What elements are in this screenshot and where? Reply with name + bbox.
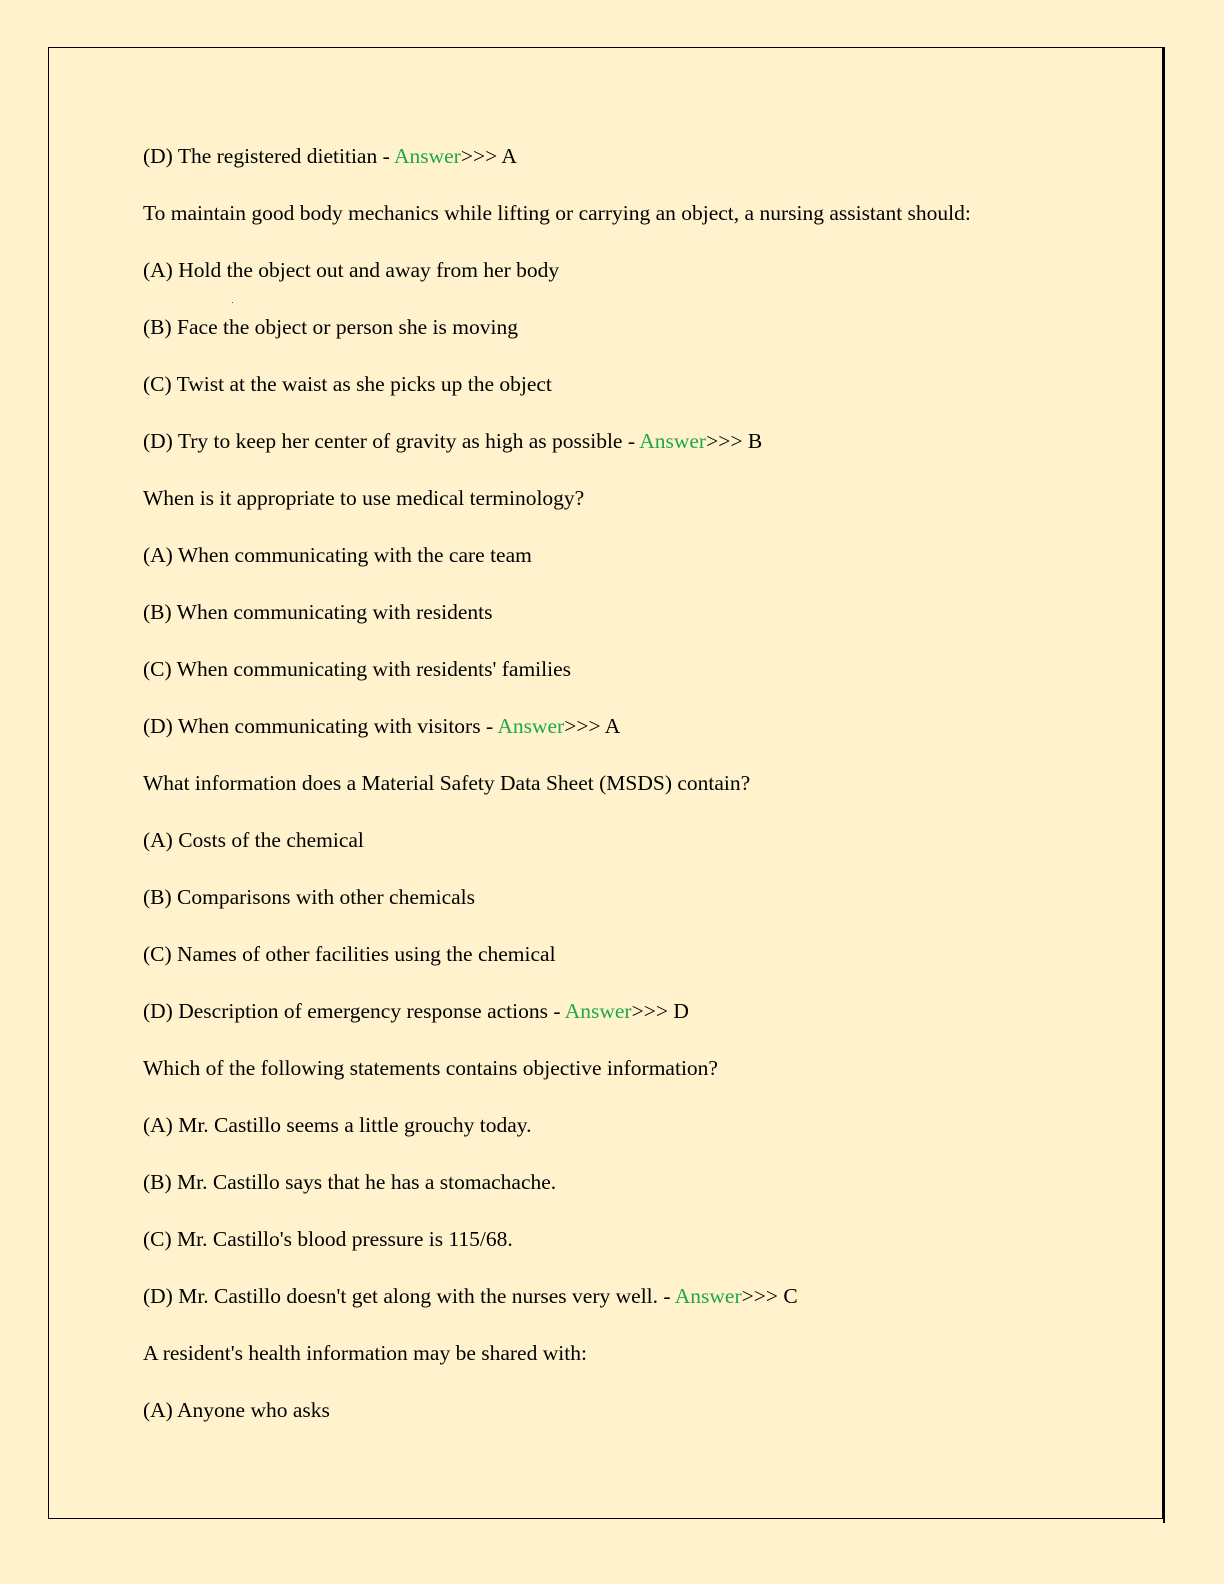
answer-letter: >>> C bbox=[741, 1284, 798, 1308]
answer-label: Answer bbox=[497, 714, 565, 738]
question-health-information: A resident's health information may be shared with: bbox=[143, 1341, 587, 1365]
answer-letter: >>> D bbox=[631, 999, 689, 1023]
line-text: (D) Mr. Castillo doesn't get along with the nurses very well. - bbox=[143, 1284, 675, 1308]
option-d-with-answer bbox=[143, 427, 1143, 455]
option-b: (B) Face the object or person she is moving bbox=[143, 315, 518, 339]
question-msds: What information does a Material Safety Data Sheet (MSDS) contain? bbox=[143, 771, 751, 795]
option-d-with-answer bbox=[143, 1282, 1143, 1310]
option-c: (C) Mr. Castillo's blood pressure is 115/68. bbox=[143, 1227, 513, 1251]
option-a: (A) When communicating with the care team bbox=[143, 543, 532, 567]
option-c: (C) When communicating with residents' families bbox=[143, 657, 572, 681]
line-answer-1 bbox=[143, 142, 1143, 170]
option-d-with-answer bbox=[143, 712, 1143, 740]
option-c: (C) Names of other facilities using the chemical bbox=[143, 942, 556, 966]
question-body-mechanics: To maintain good body mechanics while lifting or carrying an object, a nursing assistant should: bbox=[143, 201, 971, 225]
page-border-right-edge bbox=[1163, 47, 1165, 1523]
line-text: (D) Try to keep her center of gravity as high as possible - bbox=[143, 429, 640, 453]
option-b: (B) Mr. Castillo says that he has a stomachache. bbox=[143, 1170, 557, 1194]
document-body bbox=[143, 142, 1143, 1453]
answer-letter: >>> B bbox=[706, 429, 763, 453]
answer-label: Answer bbox=[393, 144, 461, 168]
question-medical-terminology: When is it appropriate to use medical terminology? bbox=[143, 486, 585, 510]
option-d-with-answer bbox=[143, 997, 1143, 1025]
answer-letter: >>> A bbox=[460, 144, 517, 168]
option-a: (A) Mr. Castillo seems a little grouchy today. bbox=[143, 1113, 532, 1137]
line-text: (D) Description of emergency response actions - bbox=[143, 999, 565, 1023]
answer-label: Answer bbox=[674, 1284, 742, 1308]
line-text: (D) When communicating with visitors - bbox=[143, 714, 498, 738]
option-c: (C) Twist at the waist as she picks up the object bbox=[143, 372, 552, 396]
question-objective-information: Which of the following statements contains objective information? bbox=[143, 1056, 718, 1080]
answer-letter: >>> A bbox=[564, 714, 621, 738]
option-b: (B) Comparisons with other chemicals bbox=[143, 885, 475, 909]
answer-label: Answer bbox=[564, 999, 632, 1023]
line-text: (D) The registered dietitian - bbox=[143, 144, 394, 168]
option-a: (A) Hold the object out and away from her body bbox=[143, 258, 560, 282]
answer-label: Answer bbox=[639, 429, 707, 453]
option-a: (A) Costs of the chemical bbox=[143, 828, 364, 852]
option-a: (A) Anyone who asks bbox=[143, 1398, 330, 1422]
option-b: (B) When communicating with residents bbox=[143, 600, 493, 624]
